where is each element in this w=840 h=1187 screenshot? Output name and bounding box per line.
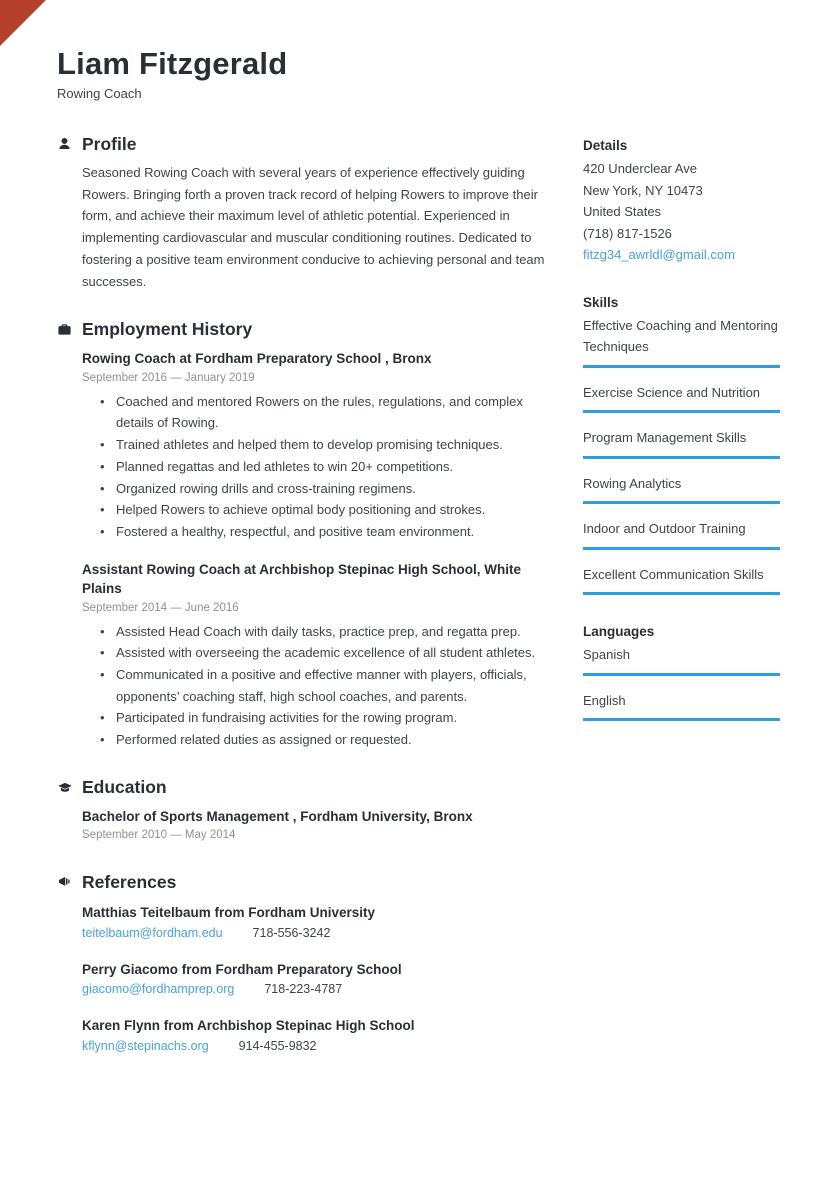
skill-entry — [583, 518, 780, 550]
reference-email-link[interactable]: giacomo@fordhamprep.org — [82, 982, 235, 997]
bullet-item: • Coached and mentored Rowers on the rules, regulations, and complex details of Rowing. — [100, 391, 547, 434]
education-entry — [82, 807, 547, 842]
phone-number: (718) 817-1526 — [583, 225, 672, 241]
references-heading: References — [82, 872, 177, 893]
job-dates: September 2014 — June 2016 — [82, 601, 239, 614]
skill-label: Excellent Communication Skills — [583, 566, 764, 582]
skills-section — [583, 295, 780, 596]
address-line: 420 Underclear Ave — [583, 161, 697, 176]
language-level-bar — [583, 673, 780, 676]
reference-entry — [82, 903, 547, 940]
skill-entry — [583, 564, 780, 596]
bullet-item: • Planned regattas and led athletes to win 20+ competitions. — [100, 456, 547, 478]
education-section — [57, 777, 547, 842]
megaphone-icon — [57, 875, 82, 890]
bullet-item: • Organized rowing drills and cross-training regimens. — [100, 478, 547, 500]
education-dates: September 2010 — May 2014 — [82, 829, 236, 842]
reference-contact — [82, 1039, 547, 1053]
skill-level-bar — [583, 365, 780, 368]
employment-heading: Employment History — [82, 319, 253, 340]
bullet-item: • Helped Rowers to achieve optimal body positioning and strokes. — [100, 499, 547, 521]
reference-contact — [82, 926, 547, 940]
email-link[interactable]: fitzg34_awrldl@gmail.com — [583, 247, 735, 262]
person-job-title: Rowing Coach — [57, 86, 142, 101]
employment-section-header — [57, 319, 547, 340]
skill-entry — [583, 473, 780, 505]
bullet-item: • Assisted Head Coach with daily tasks, practice prep, and regatta prep. — [100, 621, 547, 643]
skill-level-bar — [583, 410, 780, 413]
address-line: New York, NY 10473 — [583, 182, 703, 198]
skill-level-bar — [583, 547, 780, 550]
sidebar — [583, 46, 780, 1053]
skill-label: Indoor and Outdoor Training — [583, 521, 746, 536]
bullet-item: • Performed related duties as assigned or requested. — [100, 729, 547, 751]
reference-name: Matthias Teitelbaum from Fordham University — [82, 905, 376, 921]
profile-heading: Profile — [82, 134, 137, 154]
details-heading: Details — [583, 138, 628, 153]
skill-label: Program Management Skills — [583, 430, 747, 445]
corner-fold-icon — [0, 0, 46, 46]
bullet-item: • Participated in fundraising activities for the rowing program. — [100, 707, 547, 729]
education-body — [82, 807, 547, 842]
job-dates: September 2016 — January 2019 — [82, 371, 255, 384]
job-bullet-list — [82, 621, 547, 751]
skill-entry — [583, 315, 780, 368]
person-icon — [57, 137, 82, 152]
briefcase-icon — [57, 322, 82, 337]
language-label: English — [583, 692, 626, 708]
degree-title: Bachelor of Sports Management , Fordham University, Bronx — [82, 808, 473, 824]
profile-section-header — [57, 134, 547, 155]
person-name: Liam Fitzgerald — [57, 46, 288, 81]
skill-label: Effective Coaching and Mentoring Techniques — [583, 317, 778, 354]
references-section-header — [57, 872, 547, 893]
bullet-item: • Assisted with overseeing the academic excellence of all student athletes. — [100, 642, 547, 664]
language-entry — [583, 644, 780, 676]
skills-heading: Skills — [583, 294, 619, 310]
main-column — [57, 46, 547, 1053]
skill-level-bar — [583, 501, 780, 504]
references-body — [82, 903, 547, 1053]
reference-phone: 718-223-4787 — [264, 982, 343, 997]
profile-section — [57, 134, 547, 292]
reference-phone: 718-556-3242 — [252, 925, 331, 940]
address-line: United States — [583, 204, 662, 219]
reference-entry — [82, 960, 547, 997]
graduation-cap-icon — [57, 780, 82, 795]
employment-section — [57, 319, 547, 751]
bullet-item: • Trained athletes and helped them to develop promising techniques. — [100, 434, 547, 456]
languages-section — [583, 624, 780, 721]
job-entry — [82, 560, 547, 751]
reference-email-link[interactable]: teitelbaum@fordham.edu — [82, 925, 223, 940]
header — [57, 46, 547, 101]
job-bullet-list — [82, 391, 547, 543]
skill-entry — [583, 382, 780, 414]
job-entry — [82, 349, 547, 542]
profile-text: Seasoned Rowing Coach with several years of experience effectively guiding Rowers. Bringing forth a proven track record of helping Rowers to improve their form, and achieve their maximum level of athletic potential. Experienced in implementing cardiovascular and muscular conditioning routines. Dedicated to fostering a positive team environment conducive to achieving personal and team successes. — [82, 165, 545, 289]
references-section — [57, 872, 547, 1053]
skill-entry — [583, 427, 780, 459]
reference-contact — [82, 982, 547, 996]
reference-phone: 914-455-9832 — [238, 1038, 317, 1053]
profile-body — [82, 162, 547, 292]
skill-level-bar — [583, 592, 780, 595]
languages-heading: Languages — [583, 624, 655, 639]
details-section — [583, 138, 780, 266]
language-level-bar — [583, 718, 780, 721]
language-label: Spanish — [583, 647, 630, 662]
bullet-item: • Fostered a healthy, respectful, and positive team environment. — [100, 521, 547, 543]
reference-name: Karen Flynn from Archbishop Stepinac High School — [82, 1018, 415, 1034]
reference-name: Perry Giacomo from Fordham Preparatory School — [82, 961, 402, 977]
language-entry — [583, 690, 780, 722]
job-title: Assistant Rowing Coach at Archbishop Stepinac High School, White Plains — [82, 561, 522, 597]
bullet-item: • Communicated in a positive and effective manner with players, officials, opponents’ coaching staff, high school coaches, and parents. — [100, 664, 547, 707]
employment-body — [82, 349, 547, 751]
reference-email-link[interactable]: kflynn@stepinachs.org — [82, 1038, 209, 1053]
education-heading: Education — [82, 776, 167, 797]
reference-entry — [82, 1016, 547, 1053]
education-section-header — [57, 777, 547, 798]
skill-level-bar — [583, 456, 780, 459]
job-title: Rowing Coach at Fordham Preparatory School , Bronx — [82, 351, 432, 367]
skill-label: Rowing Analytics — [583, 475, 682, 491]
skill-label: Exercise Science and Nutrition — [583, 384, 761, 400]
